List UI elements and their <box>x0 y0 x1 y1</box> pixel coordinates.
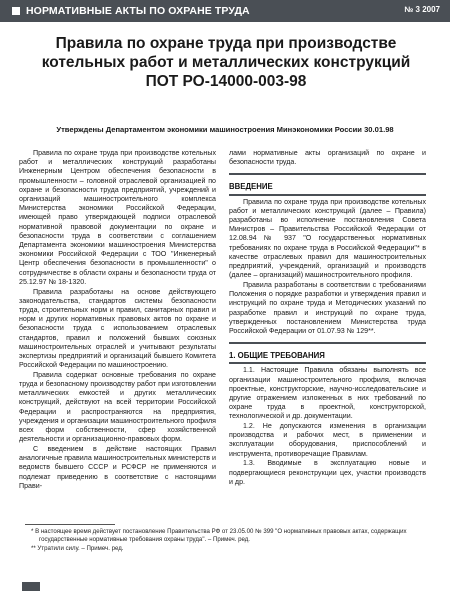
footnote: * В настоящее время действует постановление Правительства РФ от 23.05.00 № 399 "О нормативных правовых актах, содержащих государственные нормативные требования охраны труда". – Примеч. ред. <box>31 528 407 543</box>
issue-number: № 3 2007 <box>404 5 440 14</box>
paragraph: С введением в действие настоящих Правил аналогичные правила машиностроительных министерств и ведомств бывшего СССР и РСФСР не применяются и подлежат приведению в соответствие с настоящими Прави- <box>19 445 216 490</box>
footnote-separator <box>25 524 115 525</box>
right-column <box>229 149 426 488</box>
paragraph: Правила содержат основные требования по охране труда и безопасному производству работ при изготовлении металлических емкостей и других металлических конструкций, действуют на всей территории Российской Федерации и распространяются на предприятия, учреждения и организации машиностроительного профиля всех форм собственности, сфер хозяйственной деятельности и организационно-правовых форм. <box>19 370 216 444</box>
section-title: НОРМАТИВНЫЕ АКТЫ ПО ОХРАНЕ ТРУДА <box>26 5 250 17</box>
approval-line: Утверждены Департаментом экономики машиностроения Минэкономики России 30.01.98 <box>56 125 394 134</box>
footnotes <box>25 524 435 554</box>
paragraph-continuation: лами нормативные акты организаций по охране и безопасности труда. <box>229 149 426 167</box>
document-title: Правила по охране труда при производстве котельных работ и металлических конструкций ПОТ РО-14000-003-98 <box>41 35 411 90</box>
paragraph: 1.3. Вводимые в эксплуатацию новые и подвергающиеся реконструкции цех, участки производств и др. <box>229 459 426 486</box>
square-bullet-icon <box>12 7 20 15</box>
footnote: ** Утратили силу. – Примеч. ред. <box>31 545 124 552</box>
paragraph: Правила разработаны в соответствии с требованиями Положения о порядке разработки и утверждения правил и инструкций по охране труда и Методических указаний по разработке правил и инструкций по охране труда, утвержденных постановлением Министерства труда Российской Федерации от 01.07.93 № 129**. <box>229 280 426 335</box>
section-header-bar <box>0 0 450 22</box>
left-column <box>19 149 216 492</box>
section-divider <box>229 342 426 344</box>
section-heading-intro: ВВЕДЕНИЕ <box>229 182 426 195</box>
paragraph: Правила по охране труда при производстве котельных работ и металлических конструкций разработаны Инженерным Центром обеспечения безопасности в промышленности – головной отраслевой организацией по охране и безопасности труда предприятий, учреждений и организаций машиностроительного комплекса Министерства экономики Российской Федерации, имеющей право утверждающей подписи отраслевой нормативной правовой документации по охране и безопасности труда в соответствии с соглашением Департамента экономики машиностроения Министерства экономики Российской Федерации с ТОО "Инженерный Центр обеспечения безопасности в промышленности" о сотрудничестве в области охраны и безопасности труда от 25.12.97 № 18-1320. <box>19 149 216 286</box>
paragraph: 1.2. Не допускаются изменения в организации производства и рабочих мест, в применении и эксплуатации оборудования, приспособлений и инструмента, противоречащие Правилам. <box>229 422 426 458</box>
page-marker <box>22 582 40 591</box>
paragraph: Правила по охране труда при производстве котельных работ и металлических конструкций (далее – Правила) разработаны во исполнение постановления Совета Министров – Правительства Российской Федерации от 12.08.94 № 937 "О государственных нормативных требованиях по охране труда в Российской Федерации"* в качестве отраслевых правил для машиностроительных предприятий, учреждений, организаций и производств (далее – организаций) машиностроительного профиля. <box>229 197 426 280</box>
paragraph: Правила разработаны на основе действующего законодательства, стандартов системы безопасности труда, строительных норм и правил, санитарных правил и норм и других нормативных правовых актов по охране и безопасности труда с использованием отраслевых стандартов, правил и положений бывших союзных машиностроительных отраслей и учитывают результаты экспертизы предприятий и организаций бывшего Комитета Российской Федерации по машиностроению. <box>19 287 216 370</box>
paragraph: 1.1. Настоящие Правила обязаны выполнять все организации машиностроительного профиля, включая проектные, конструкторские, научно-исследовательские и другие отражением изложенных в них требований по охране труда в проектной, конструкторской, технологической и др. документации. <box>229 366 426 421</box>
section-heading-general: 1. ОБЩИЕ ТРЕБОВАНИЯ <box>229 351 426 364</box>
section-divider <box>229 173 426 175</box>
